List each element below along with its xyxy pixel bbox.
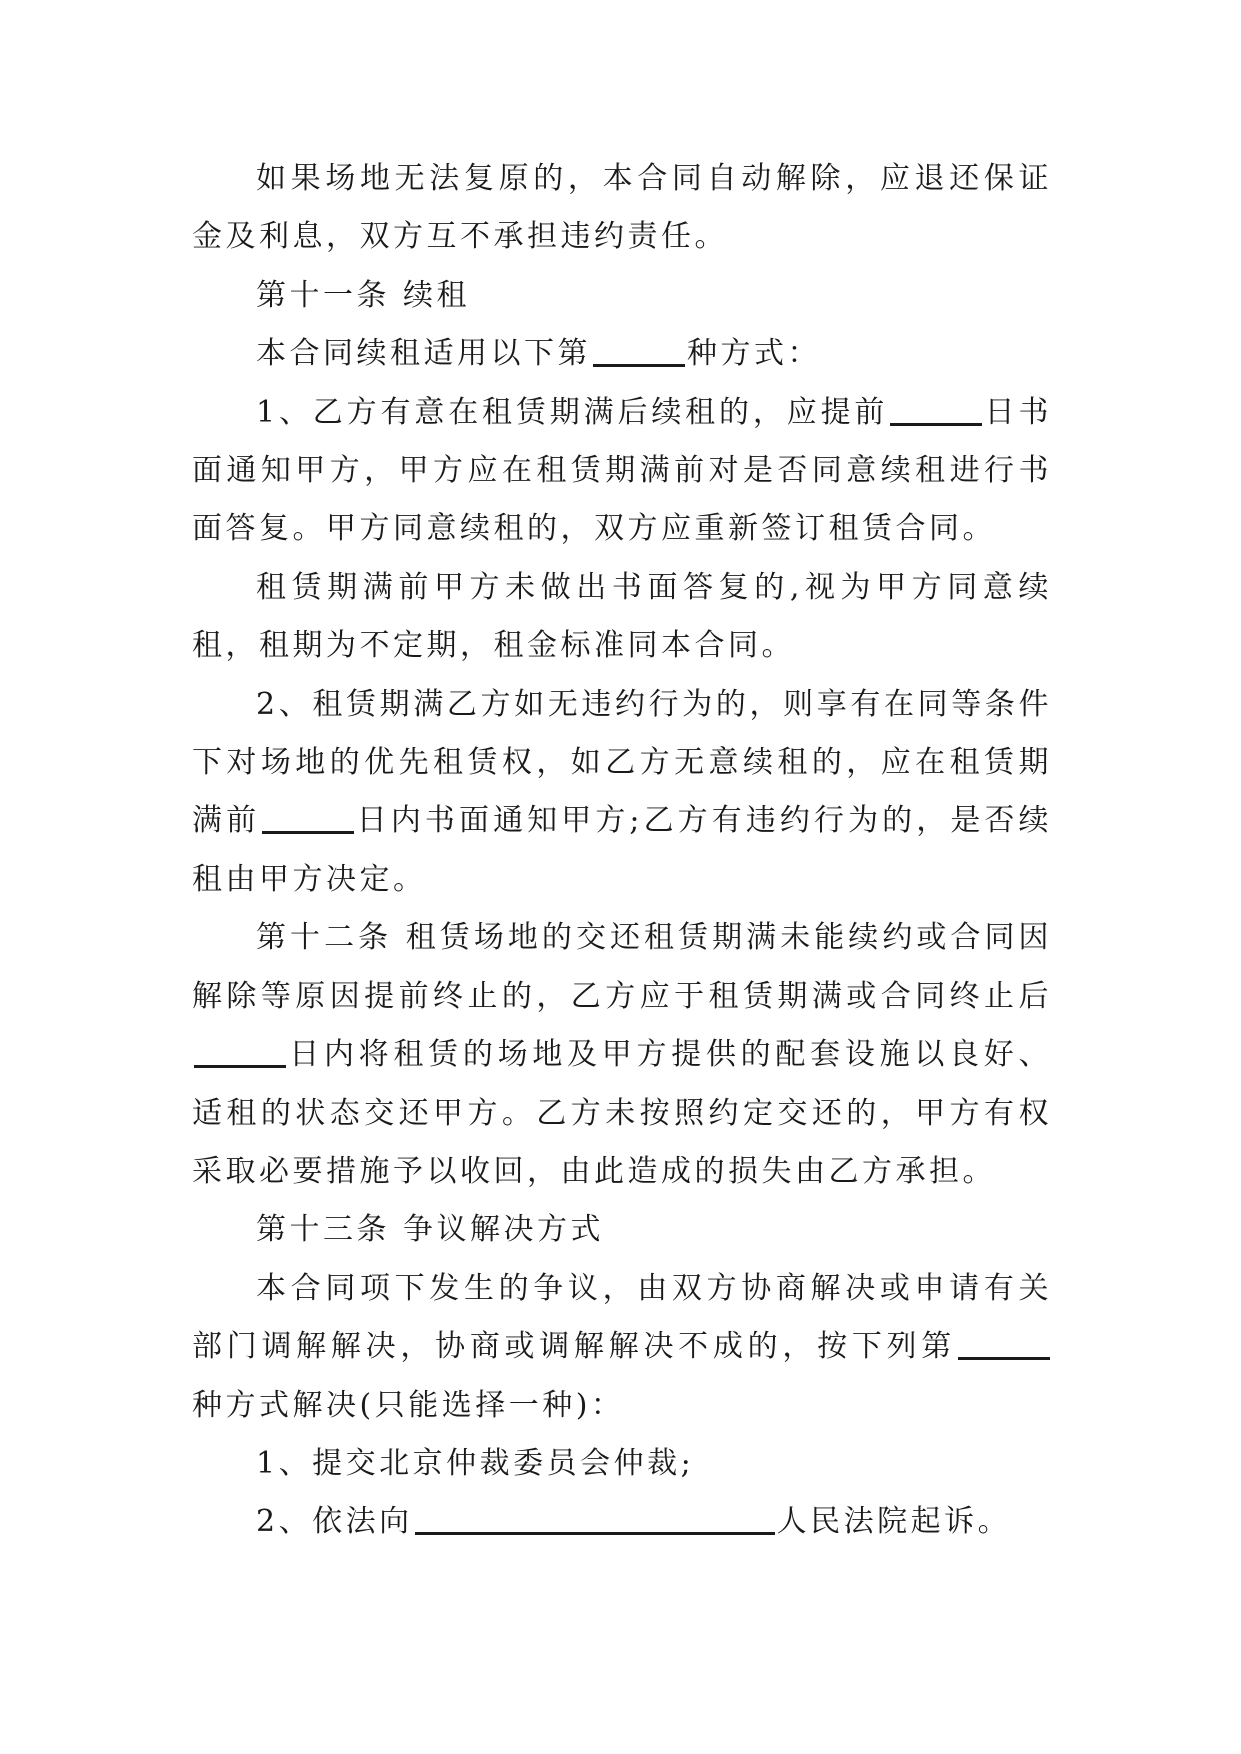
fill-in-blank[interactable] bbox=[593, 334, 685, 367]
contract-paragraph bbox=[192, 559, 1052, 676]
paragraph-text: 人民法院起诉。 bbox=[776, 1504, 1012, 1540]
paragraph-text: 如果场地无法复原的，本合同自动解除，应退还保证金及利息，双方互不承担违约责任。 bbox=[192, 161, 1052, 255]
paragraph-text: 日书面通知甲方，甲方应在租赁期满前对是否同意续租进行书面答复。甲方同意续租的，双方应重新签订租赁合同。 bbox=[192, 394, 1053, 547]
contract-paragraph bbox=[192, 325, 1052, 383]
paragraph-text: 本合同续租适用以下第 bbox=[256, 336, 591, 372]
fill-in-blank[interactable] bbox=[262, 801, 354, 834]
contract-paragraph bbox=[192, 267, 1052, 325]
contract-paragraph bbox=[192, 676, 1052, 910]
paragraph-text: 租赁期满前甲方未做出书面答复的,视为甲方同意续租，租期为不定期，租金标准同本合同。 bbox=[192, 569, 1052, 664]
paragraph-text: 种方式： bbox=[687, 336, 821, 372]
paragraph-text: 日内书面通知甲方;乙方有违约行为的，是否续租由甲方决定。 bbox=[192, 803, 1053, 897]
contract-paragraph bbox=[192, 1435, 1052, 1493]
fill-in-blank[interactable] bbox=[890, 393, 982, 426]
contract-paragraph bbox=[192, 384, 1052, 559]
paragraph-text: 种方式解决(只能选择一种)： bbox=[192, 1387, 625, 1423]
contract-paragraph bbox=[192, 150, 1052, 267]
paragraph-text: 第十一条 续租 bbox=[256, 277, 471, 313]
paragraph-text: 1、提交北京仲裁委员会仲裁; bbox=[256, 1445, 695, 1481]
contract-paragraph bbox=[192, 1493, 1052, 1551]
fill-in-blank[interactable] bbox=[415, 1502, 775, 1535]
fill-in-blank[interactable] bbox=[194, 1035, 286, 1068]
paragraph-text: 第十二条 租赁场地的交还租赁期满未能续约或合同因解除等原因提前终止的，乙方应于租赁期满或合同终止后 bbox=[192, 920, 1052, 1014]
paragraph-text: 1、乙方有意在租赁期满后续租的，应提前 bbox=[256, 394, 889, 430]
paragraph-text: 第十三条 争议解决方式 bbox=[256, 1212, 605, 1248]
paragraph-text: 2、依法向 bbox=[256, 1504, 413, 1540]
paragraph-text: 日内将租赁的场地及甲方提供的配套设施以良好、适租的状态交还甲方。乙方未按照约定交还的，甲方有权采取必要措施予以收回，由此造成的损失由乙方承担。 bbox=[192, 1037, 1052, 1189]
fill-in-blank[interactable] bbox=[958, 1327, 1050, 1360]
contract-paragraph bbox=[192, 1260, 1052, 1435]
paragraph-text: 本合同项下发生的争议，由双方协商解决或申请有关部门调解解决，协商或调解解决不成的，按下列第 bbox=[192, 1270, 1052, 1365]
document-body bbox=[192, 150, 1052, 1552]
contract-paragraph bbox=[192, 909, 1052, 1201]
paragraph-text: 2、租赁期满乙方如无违约行为的，则享有在同等条件下对场地的优先租赁权，如乙方无意续租的，应在租赁期满前 bbox=[192, 686, 1052, 839]
contract-paragraph bbox=[192, 1201, 1052, 1259]
